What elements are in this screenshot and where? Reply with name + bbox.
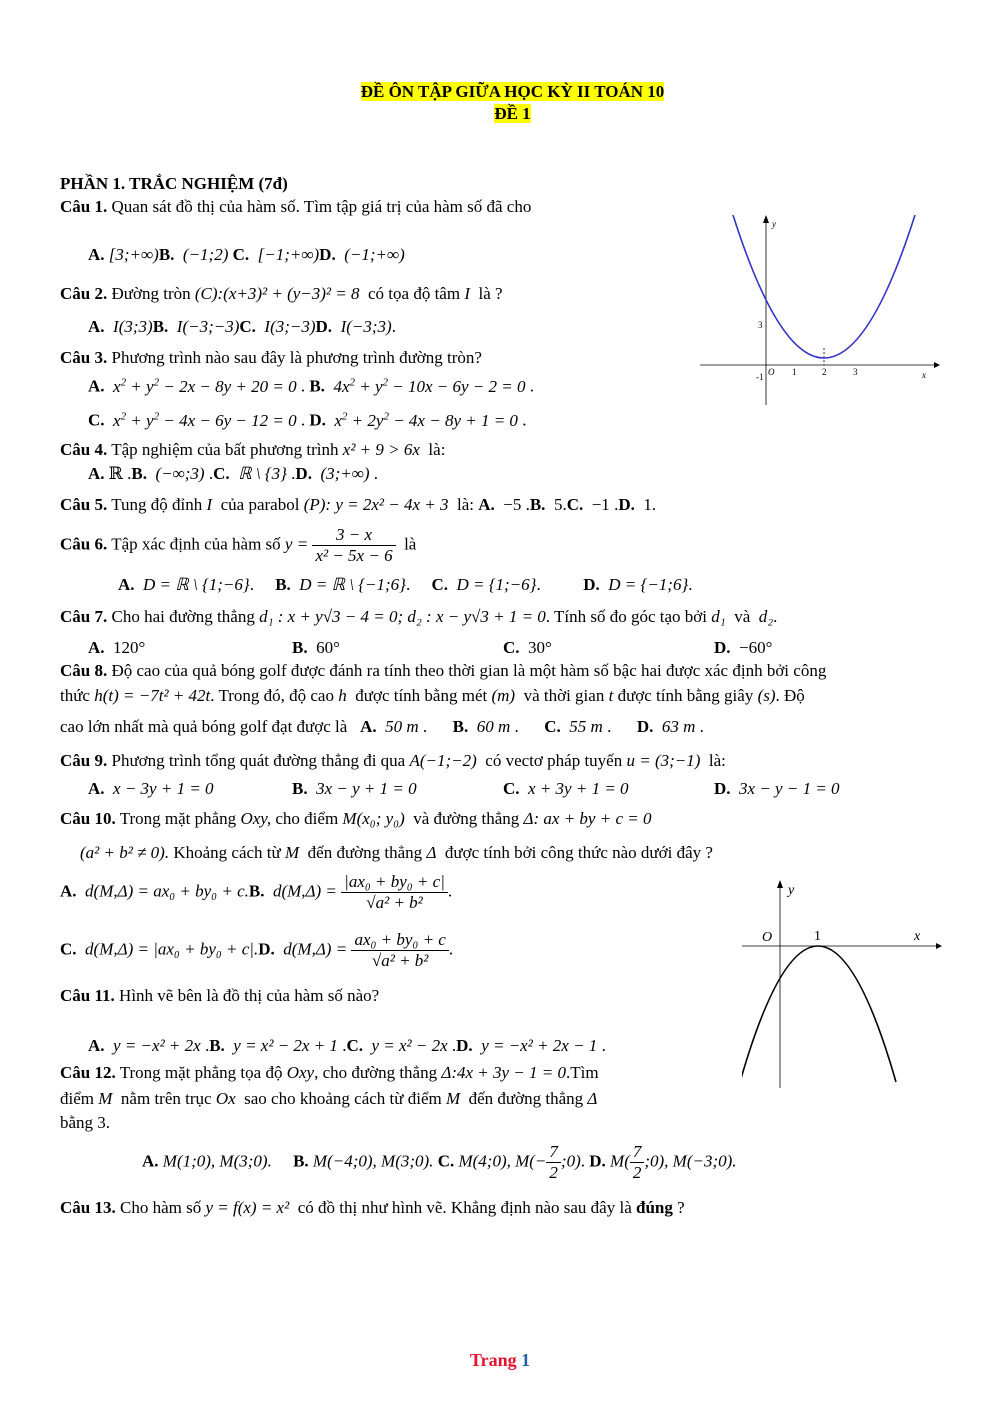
- question-3-option-ab: A. $x^2 + y^2 - 2x - 8y + 20 = 0$ . B. $4x^2 + y^2 - 10x - 6y - 2 = 0$ .: [88, 376, 534, 396]
- graph1-tick-x1: 1: [792, 367, 797, 377]
- question-6-options: A. D = ℝ \ {1;−6}. B. D = ℝ \ {−1;6}. C. D = {1;−6}. D. D = {−1;6}.: [118, 575, 693, 594]
- graph1-tick-y3: 3: [758, 320, 763, 330]
- page-subtitle: ĐỀ 1: [494, 104, 531, 123]
- graph1-y-label: y: [772, 219, 776, 229]
- question-3: Câu 3. Phương trình nào sau đây là phương trình đường tròn?: [60, 348, 482, 367]
- question-7-option-a: A. 120°: [88, 638, 146, 657]
- q12-c-fraction: $\frac{7}{2}$: [546, 1142, 561, 1183]
- graph1-tick-xm1: -1: [756, 372, 764, 382]
- q12-d-fraction: $\frac{7}{2}$: [630, 1142, 645, 1183]
- page-title: ĐỀ ÔN TẬP GIỮA HỌC KỲ II TOÁN 10: [360, 82, 665, 101]
- parabola-graph-1: [700, 215, 940, 405]
- question-12-line-2: điểm M nằm trên trục Ox sao cho khoảng cách từ điểm M đến đường thẳng Δ: [60, 1089, 598, 1108]
- graph2-tick-x1: 1: [814, 929, 821, 944]
- graph2-origin: O: [762, 930, 773, 945]
- section-heading: PHẦN 1. TRẮC NGHIỆM (7đ): [60, 174, 288, 193]
- graph1-tick-x3: 3: [853, 367, 858, 377]
- question-1: Câu 1. Quan sát đồ thị của hàm số. Tìm tập giá trị của hàm số đã cho: [60, 197, 532, 216]
- q10-b-fraction: $\frac{\text{|ax₀ + by₀ + c|}}{\text{√a² + b²}}$: [341, 872, 448, 913]
- question-2: Câu 2. Đường tròn (C):(x+3)² + (y−3)² = 8 có tọa độ tâm I là ?: [60, 284, 503, 303]
- question-2-options: A. I(3;3)B. I(−3;−3)C. I(3;−3)D. I(−3;3).: [88, 317, 396, 336]
- question-7-option-b: B. 60°: [292, 638, 340, 657]
- question-7-option-d: D. −60°: [714, 638, 773, 657]
- question-8-line-2: thức h(t) = −7t² + 42t. Trong đó, độ cao h được tính bằng mét (m) và thời gian t được tính bằng giây (s). Độ: [60, 686, 805, 705]
- question-3-option-cd: C. $x^2 + y^2 - 4x - 6y - 12 = 0$ . D. $x^2 + 2y^2 - 4x - 8y + 1 = 0$ .: [88, 410, 527, 430]
- question-11-options: A. y = −x² + 2x .B. y = x² − 2x + 1 .C. y = x² − 2x .D. y = −x² + 2x − 1 .: [88, 1036, 606, 1055]
- question-7: Câu 7. Cho hai đường thẳng d₁ : x + y√3 − 4 = 0; d₂ : x − y√3 + 1 = 0. Tính số đo góc tạo bởi d₁ và d₂.: [60, 607, 778, 626]
- question-9-option-c: C. x + 3y + 1 = 0: [503, 779, 629, 798]
- question-4: Câu 4. Tập nghiệm của bất phương trình x² + 9 > 6x là:: [60, 440, 446, 459]
- question-7-option-c: C. 30°: [503, 638, 552, 657]
- graph1-origin: O: [768, 367, 775, 377]
- question-9: Câu 9. Phương trình tổng quát đường thẳng đi qua A(−1;−2) có vectơ pháp tuyến u = (3;−1) là:: [60, 751, 726, 770]
- question-10-line-2: (a² + b² ≠ 0). Khoảng cách từ M đến đường thẳng Δ được tính bởi công thức nào dưới đây ?: [80, 843, 713, 862]
- question-12-options: A. M(1;0), M(3;0). B. M(−4;0), M(3;0). C. M(4;0), M(− $\frac{7}{2}$ ;0). D. M( $\frac{7}{2}$ ;0), M(−3;0).: [142, 1142, 737, 1182]
- question-9-option-d: D. 3x − y − 1 = 0: [714, 779, 840, 798]
- parabola-graph-2: [742, 878, 942, 1088]
- question-13: Câu 13. Cho hàm số y = f(x) = x² có đồ thị như hình vẽ. Khẳng định nào sau đây là đúng ?: [60, 1198, 685, 1217]
- page-footer: Trang 1: [469, 1350, 531, 1370]
- question-1-options: A. [3;+∞)B. (−1;2) C. [−1;+∞)D. (−1;+∞): [88, 245, 405, 264]
- graph2-y-label: y: [788, 883, 795, 898]
- q6-fraction: $\frac{3 - x}{\text{x² − 5x − 6}}$: [312, 525, 395, 566]
- question-12-line-3: bằng 3.: [60, 1113, 111, 1132]
- question-6: Câu 6. Tập xác định của hàm số y = $\frac{3 - x}{\text{x² − 5x − 6}}$ là: [60, 525, 417, 565]
- question-10-option-ab: A. d(M,Δ) = ax₀ + by₀ + c.B. d(M,Δ) = $\frac{\text{|ax₀ + by₀ + c|}}{\text{√a² + b²}}$ .: [60, 872, 453, 912]
- question-4-options: A. ℝ .B. (−∞;3) .C. ℝ \ {3} .D. (3;+∞) .: [88, 464, 379, 483]
- question-11: Câu 11. Hình vẽ bên là đồ thị của hàm số nào?: [60, 986, 380, 1005]
- question-9-option-b: B. 3x − y + 1 = 0: [292, 779, 417, 798]
- q10-d-fraction: $\frac{\text{ax₀ + by₀ + c}}{\text{√a² + b²}}$: [351, 930, 448, 971]
- question-5: Câu 5. Tung độ đỉnh I của parabol (P): y = 2x² − 4x + 3 là: A. −5 .B. 5.C. −1 .D. 1.: [60, 495, 657, 514]
- graph2-x-label: x: [914, 929, 921, 944]
- question-10-option-cd: C. d(M,Δ) = |ax₀ + by₀ + c|.D. d(M,Δ) = $\frac{\text{ax₀ + by₀ + c}}{\text{√a² + b²}}$ .: [60, 930, 454, 970]
- question-12-line-1: Câu 12. Trong mặt phẳng tọa độ Oxy, cho đường thẳng Δ:4x + 3y − 1 = 0.Tìm: [60, 1063, 599, 1082]
- graph1-tick-x2: 2: [822, 367, 827, 377]
- question-8-line-1: Câu 8. Độ cao của quả bóng golf được đánh ra tính theo thời gian là một hàm số bậc hai được xác định bởi công: [60, 661, 827, 680]
- question-10-line-1: Câu 10. Trong mặt phẳng Oxy, cho điểm M(x₀; y₀) và đường thẳng Δ: ax + by + c = 0: [60, 809, 652, 828]
- graph1-x-label: x: [922, 370, 926, 380]
- question-8-line-3: cao lớn nhất mà quả bóng golf đạt được là A. 50 m . B. 60 m . C. 55 m . D. 63 m .: [60, 717, 704, 736]
- question-9-option-a: A. x − 3y + 1 = 0: [88, 779, 214, 798]
